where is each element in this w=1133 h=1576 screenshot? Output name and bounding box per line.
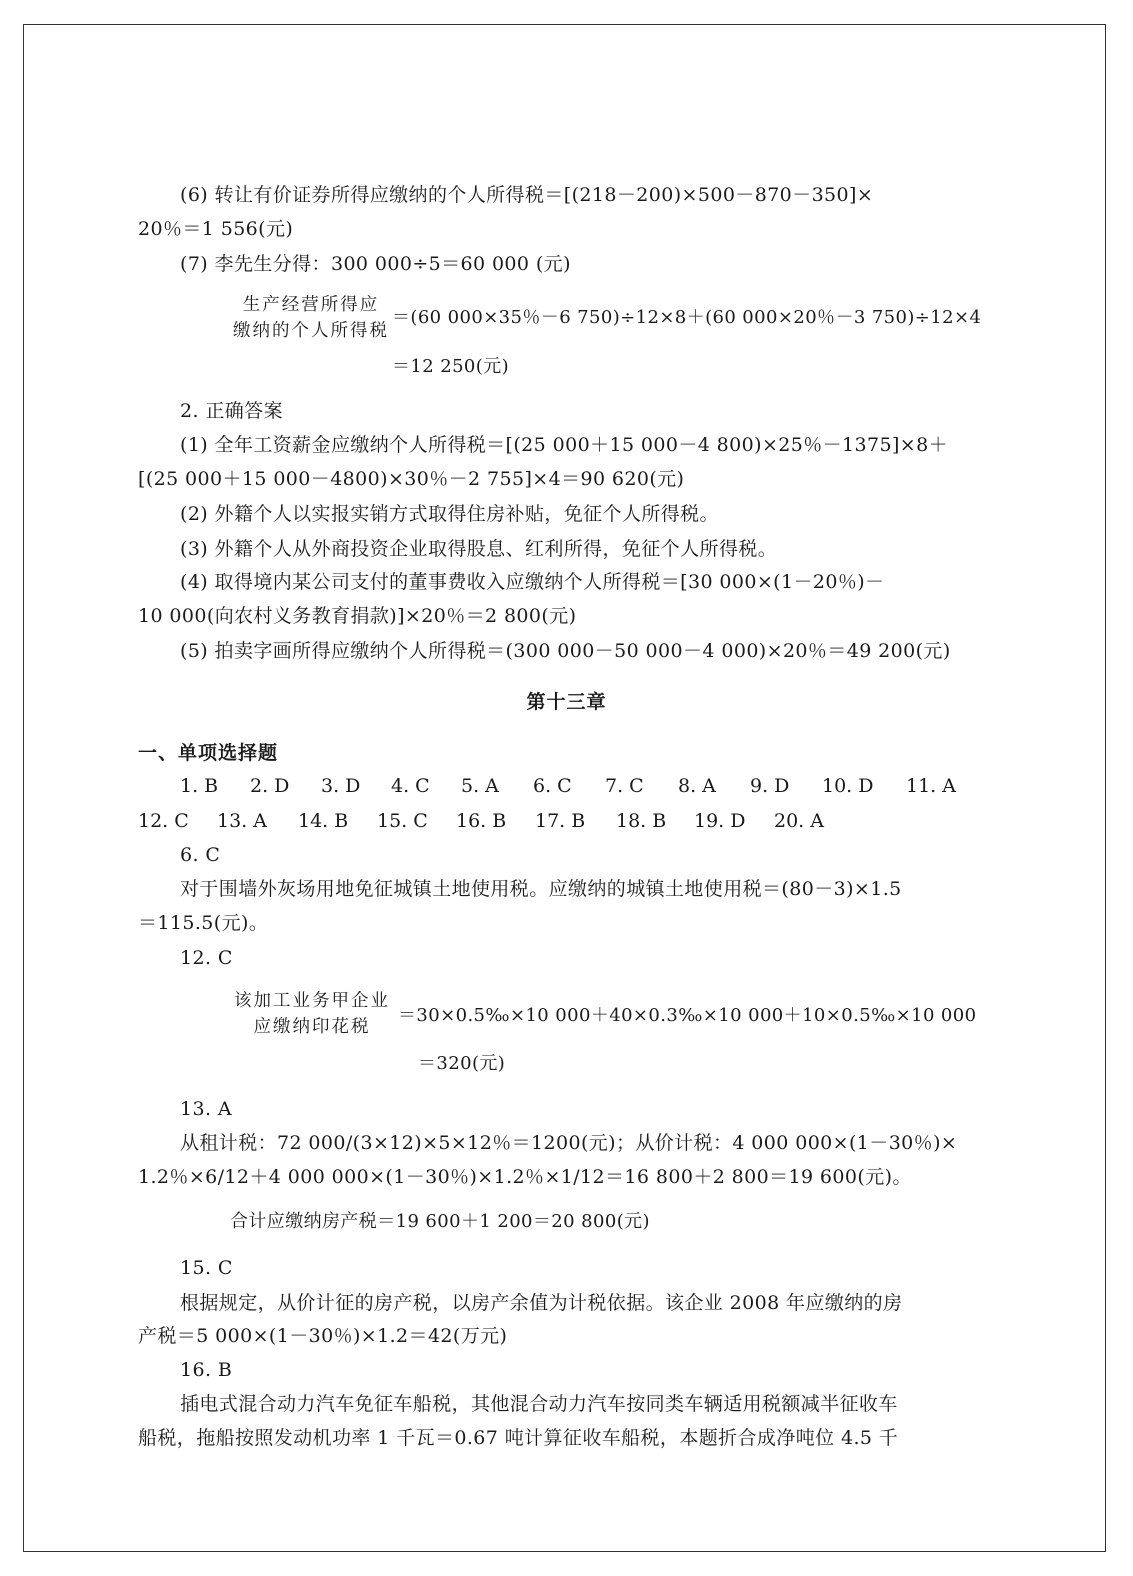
text-line: (4) 取得境内某公司支付的董事费收入应缴纳个人所得税＝[30 000×(1－20％)－	[180, 571, 885, 593]
answer-item: 2. D	[250, 775, 290, 797]
question-number: 6. C	[180, 844, 221, 866]
text-line: (2) 外籍个人以实报实销方式取得住房补贴，免征个人所得税。	[180, 503, 719, 525]
answer-item: 8. A	[678, 775, 716, 797]
answer-item: 4. C	[391, 775, 430, 797]
text-line: (5) 拍卖字画所得应缴纳个人所得税＝(300 000－50 000－4 000)×20％＝49 200(元)	[180, 640, 951, 662]
answer-item: 10. D	[822, 775, 874, 797]
answer-item: 7. C	[605, 775, 644, 797]
formula-expression: ＝30×0.5‰×10 000＋40×0.3‰×10 000＋10×0.5‰×10 000	[398, 1005, 977, 1026]
text-line: 对于围墙外灰场用地免征城镇土地使用税。应缴纳的城镇土地使用税＝(80－3)×1.5	[180, 878, 902, 900]
answer-item: 17. B	[535, 810, 586, 832]
answer-item: 6. C	[533, 775, 572, 797]
answer-item: 12. C	[138, 810, 189, 832]
answer-item: 19. D	[694, 810, 746, 832]
text-line: 产税＝5 000×(1－30％)×1.2＝42(万元)	[138, 1325, 508, 1347]
question-number: 13. A	[180, 1098, 232, 1120]
answer-item: 18. B	[616, 810, 667, 832]
text-line: (6) 转让有价证券所得应缴纳的个人所得税＝[(218－200)×500－870－350]×	[180, 184, 874, 206]
formula-label: 缴纳的个人所得税	[233, 321, 389, 341]
text-line: (7) 李先生分得：300 000÷5＝60 000 (元)	[180, 253, 571, 275]
answer-item: 20. A	[774, 810, 824, 832]
question-number: 15. C	[180, 1257, 233, 1279]
answer-item: 3. D	[321, 775, 361, 797]
text-line: (3) 外籍个人从外商投资企业取得股息、红利所得，免征个人所得税。	[180, 538, 778, 560]
question-number: 16. B	[180, 1359, 233, 1381]
text-line: 插电式混合动力汽车免征车船税，其他混合动力汽车按同类车辆适用税额减半征收车	[180, 1393, 898, 1415]
answer-item: 11. A	[906, 775, 956, 797]
section-title: 一、单项选择题	[138, 742, 279, 764]
formula-label: 该加工业务甲企业	[234, 991, 390, 1011]
text-line: [(25 000＋15 000－4800)×30％－2 755]×4＝90 620(元)	[138, 468, 685, 490]
text-line: 从租计税：72 000/(3×12)×5×12％＝1200(元)；从价计税：4 000 000×(1－30％)×	[180, 1132, 958, 1154]
text-line: 根据规定，从价计征的房产税，以房产余值为计税依据。该企业 2008 年应缴纳的房	[180, 1292, 903, 1314]
formula-label: 应缴纳印花税	[253, 1017, 371, 1037]
answer-item: 14. B	[298, 810, 349, 832]
answer-item: 1. B	[180, 775, 219, 797]
text-line: 20％＝1 556(元)	[138, 218, 294, 240]
section-heading: 2. 正确答案	[180, 400, 283, 422]
text-line: 合计应缴纳房产税＝19 600＋1 200＝20 800(元)	[230, 1211, 650, 1232]
chapter-title: 第十三章	[526, 691, 607, 713]
text-line: 1.2％×6/12＋4 000 000×(1－30％)×1.2％×1/12＝16 800＋2 800＝19 600(元)。	[138, 1166, 912, 1188]
text-line: (1) 全年工资薪金应缴纳个人所得税＝[(25 000＋15 000－4 800)×25％－1375]×8＋	[180, 434, 949, 456]
formula-label: 生产经营所得应	[242, 295, 380, 315]
question-number: 12. C	[180, 947, 233, 969]
answer-item: 9. D	[750, 775, 790, 797]
text-line: 10 000(向农村义务教育捐款)]×20％＝2 800(元)	[138, 605, 577, 627]
answer-item: 16. B	[456, 810, 507, 832]
text-line: ＝115.5(元)。	[138, 912, 269, 934]
answer-item: 13. A	[217, 810, 267, 832]
answer-item: 15. C	[377, 810, 428, 832]
answer-item: 5. A	[461, 775, 499, 797]
formula-expression: ＝(60 000×35％－6 750)÷12×8＋(60 000×20％－3 750)÷12×4	[392, 307, 982, 328]
formula-result: ＝12 250(元)	[392, 356, 510, 377]
text-line: 船税，拖船按照发动机功率 1 千瓦＝0.67 吨计算征收车船税，本题折合成净吨位 4.5 千	[138, 1427, 899, 1449]
formula-result: ＝320(元)	[418, 1053, 506, 1074]
